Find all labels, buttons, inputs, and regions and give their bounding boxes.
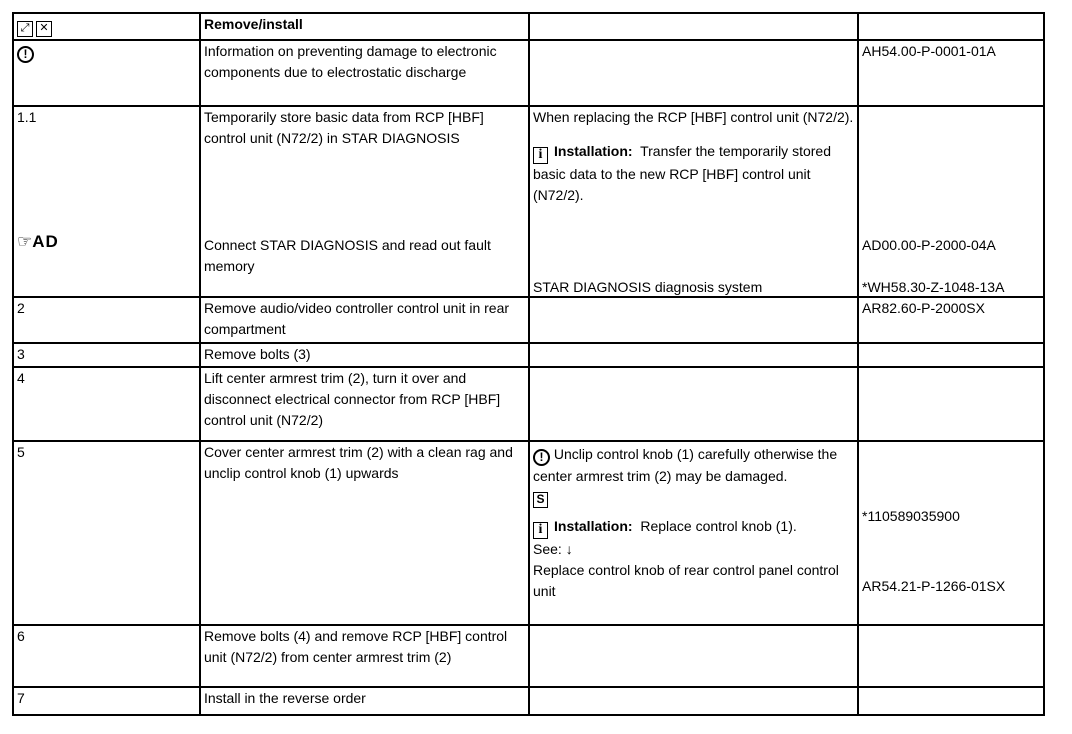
ref-link[interactable]: AD00.00-P-2000-04A — [862, 237, 996, 253]
installation-note: i Installation: Replace control knob (1). — [533, 516, 854, 539]
tool-ref-link[interactable]: *WH58.30-Z-1048-13A — [862, 279, 1005, 295]
step-text-cell — [200, 106, 529, 297]
step-number: 2 — [13, 297, 200, 343]
ref-cell — [858, 441, 1044, 625]
see-link[interactable]: Replace control knob of rear control panel control unit — [533, 562, 839, 599]
step-number: 3 — [13, 343, 200, 367]
info-icon: i — [533, 147, 548, 164]
step-cell — [13, 40, 200, 106]
table-row — [13, 297, 1044, 343]
expand-icon[interactable]: ⤢ — [17, 21, 33, 37]
special-tool-row — [533, 488, 854, 509]
table-row — [13, 687, 1044, 715]
step-cell — [13, 106, 200, 297]
info-icon: i — [533, 522, 548, 539]
table-row — [13, 367, 1044, 441]
special-tool-icon: S — [533, 492, 548, 508]
ref-link[interactable]: AR82.60-P-2000SX — [858, 297, 1044, 343]
ref-link[interactable]: AH54.00-P-0001-01A — [858, 40, 1044, 106]
installation-note: i Installation: Transfer the temporarily stored basic data to the new RCP [HBF] control unit (N72/2). — [533, 143, 831, 203]
step-number: 4 — [13, 367, 200, 441]
note-cell — [529, 441, 858, 625]
tool-ref-link[interactable]: *110589035900 — [862, 508, 960, 524]
header-row — [13, 13, 1044, 40]
caution-note: ! Unclip control knob (1) carefully otherwise the center armrest trim (2) may be damaged. — [533, 446, 838, 484]
header-icons-cell — [13, 13, 200, 40]
step-number: 5 — [13, 441, 200, 625]
sub-step-text: Connect STAR DIAGNOSIS and read out fault memory — [203, 237, 491, 274]
caution-icon: ! — [533, 449, 550, 466]
table-row — [13, 625, 1044, 687]
pointing-hand-icon: ☞ — [17, 232, 33, 251]
header-empty — [858, 13, 1044, 40]
header-title: Remove/install — [200, 13, 529, 40]
procedure-table — [12, 12, 1045, 716]
ref-link[interactable]: AR54.21-P-1266-01SX — [862, 578, 1006, 594]
caution-icon: ! — [17, 46, 34, 63]
table-row — [13, 40, 1044, 106]
step-text: Remove bolts (3) — [200, 343, 529, 367]
table-row — [13, 343, 1044, 367]
ref-cell — [858, 106, 1044, 297]
step-text: Temporarily store basic data from RCP [HBF] control unit (N72/2) in STAR DIAGNOSIS — [203, 109, 484, 146]
ad-icon-wrap — [17, 231, 59, 253]
step-text: Information on preventing damage to electronic components due to electrostatic discharge — [200, 40, 529, 106]
note-text: When replacing the RCP [HBF] control unit (N72/2). — [533, 109, 854, 125]
arrow-down-icon[interactable]: ↓ — [565, 541, 573, 557]
step-number: 1.1 — [17, 109, 37, 125]
table-row — [13, 441, 1044, 625]
step-text: Install in the reverse order — [200, 687, 529, 715]
step-text: Remove audio/video controller control unit in rear compartment — [200, 297, 529, 343]
see-line: See: ↓ — [533, 541, 573, 557]
step-text: Lift center armrest trim (2), turn it over and disconnect electrical connector from RCP [HBF] control unit (N72/2) — [200, 367, 529, 441]
header-empty — [529, 13, 858, 40]
ad-label: AD — [32, 232, 59, 251]
tool-text: STAR DIAGNOSIS diagnosis system — [533, 279, 763, 295]
note-cell — [529, 106, 858, 297]
step-number: 6 — [13, 625, 200, 687]
table-row — [13, 106, 1044, 297]
collapse-icon[interactable]: ✕ — [36, 21, 52, 37]
step-number: 7 — [13, 687, 200, 715]
step-text: Remove bolts (4) and remove RCP [HBF] control unit (N72/2) from center armrest trim (2) — [200, 625, 529, 687]
step-text: Cover center armrest trim (2) with a clean rag and unclip control knob (1) upwards — [200, 441, 529, 625]
